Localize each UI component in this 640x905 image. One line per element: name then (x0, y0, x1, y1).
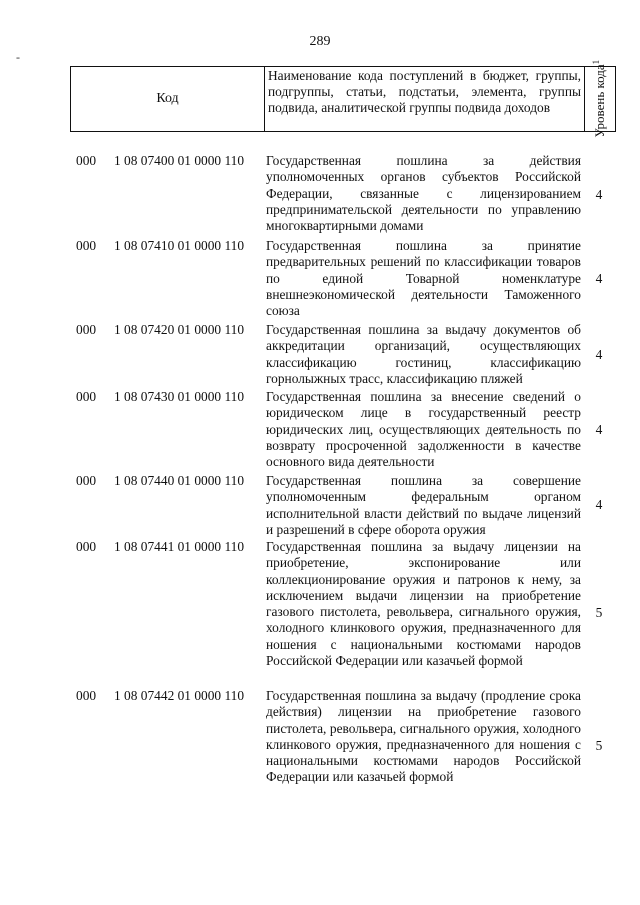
row-revenue-code: 1 08 07442 01 0000 110 (114, 688, 245, 703)
row-admin-code: 000 (76, 688, 97, 703)
row-revenue-code: 1 08 07441 01 0000 110 (114, 539, 245, 554)
row-name: Государственная пошлина за совершение уполномоченным федеральным органом исполнительной власти действий по выдаче лицензий и разрешений в сфере оборота оружия (266, 473, 581, 537)
row-admin-code: 000 (76, 153, 97, 168)
page-number: 289 (309, 34, 331, 49)
row-revenue-code: 1 08 07400 01 0000 110 (114, 153, 245, 168)
row-revenue-code: 1 08 07430 01 0000 110 (114, 389, 245, 404)
margin-mark: - (16, 50, 20, 64)
row-level: 4 (595, 422, 603, 437)
row-revenue-code: 1 08 07440 01 0000 110 (114, 473, 245, 488)
row-level: 4 (595, 497, 603, 512)
header-level-cell (585, 60, 615, 138)
row-admin-code: 000 (76, 238, 97, 253)
row-admin-code: 000 (76, 539, 97, 554)
row-revenue-code: 1 08 07420 01 0000 110 (114, 322, 245, 337)
row-admin-code: 000 (76, 473, 97, 488)
header-name-label: Наименование кода поступлений в бюджет, группы, подгруппы, статьи, подстатьи, элемента, группы подвида, аналитической группы подвида доходов (265, 67, 585, 131)
header-level-label (591, 60, 608, 138)
header-code-label: Код (71, 67, 265, 131)
row-name: Государственная пошлина за действия уполномоченных органов субъектов Российской Федерации, связанные с лицензированием предпринимательской деятельности по управлению многоквартирными домами (266, 153, 581, 234)
row-level: 4 (595, 347, 603, 362)
row-level: 4 (595, 271, 603, 286)
row-level: 5 (595, 605, 603, 620)
row-revenue-code: 1 08 07410 01 0000 110 (114, 238, 245, 253)
header-level-text: Уровень кода (592, 64, 608, 138)
row-admin-code: 000 (76, 389, 97, 404)
table-header (70, 60, 616, 138)
row-name: Государственная пошлина за выдачу документов об аккредитации организаций, осуществляющих классификацию гостиниц, классификацию горнолыжных трасс, классификацию пляжей (266, 322, 581, 386)
row-name: Государственная пошлина за внесение сведений о юридическом лице в государственный реестр юридических лиц, осуществляющих деятельность по возврату просроченной задолженности в качестве основного вида деятельности (266, 389, 581, 470)
row-admin-code: 000 (76, 322, 97, 337)
row-name: Государственная пошлина за принятие предварительных решений по классификации товаров по единой Товарной номенклатуре внешнеэкономической деятельности Таможенного союза (266, 238, 581, 319)
row-name: Государственная пошлина за выдачу (продление срока действия) лицензии на приобретение газового пистолета, револьвера, сигнального оружия, холодного клинкового оружия, предназначенного для ношения с национальными костюмами народов Российской Федерации или казачьей формой (266, 688, 581, 785)
row-level: 5 (595, 738, 603, 753)
row-level: 4 (595, 187, 603, 202)
row-name: Государственная пошлина за выдачу лицензии на приобретение, экспонирование или коллекционирование оружия и патронов к нему, за исключением выдачи лицензии на приобретение газового пистолета, револьвера, сигнального оружия, холодного клинкового оружия, предназначенного для ношения с национальными костюмами народов Российской Федерации или казачьей формой (266, 539, 581, 669)
header-level-footnote: 1 (591, 60, 602, 65)
